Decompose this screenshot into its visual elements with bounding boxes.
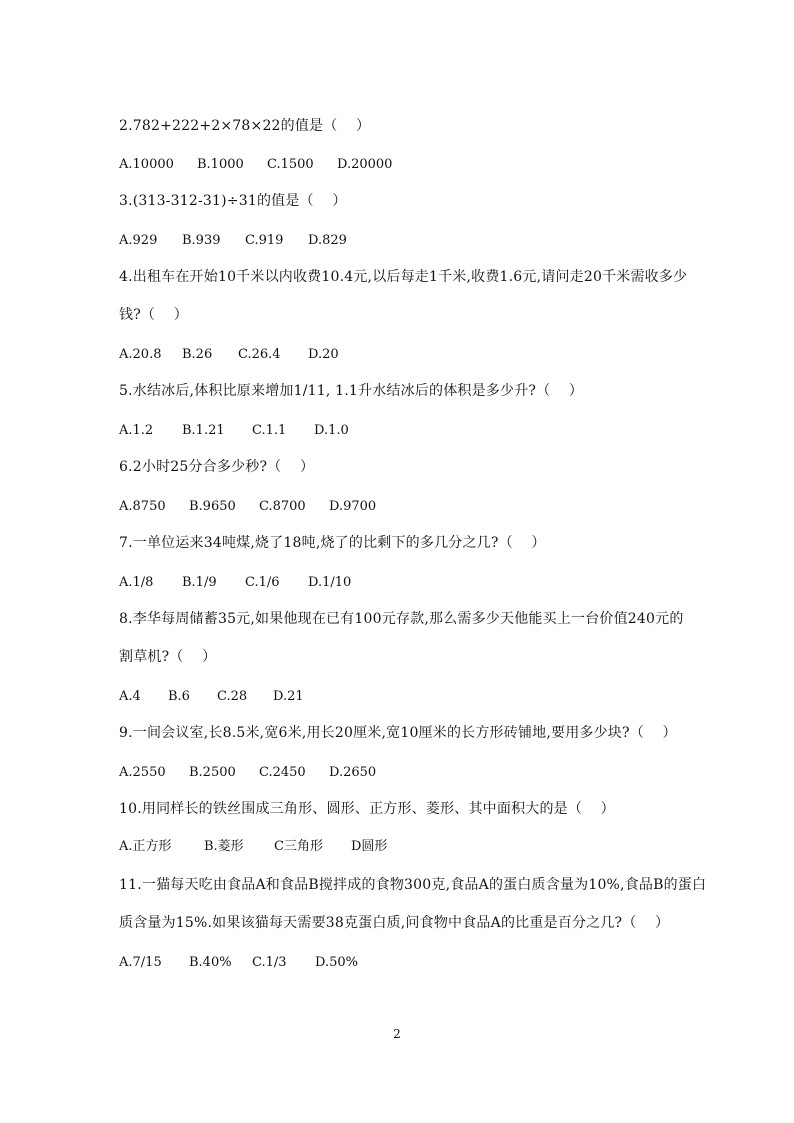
option-b: B.2500 bbox=[189, 765, 236, 780]
option-d: D.20 bbox=[308, 347, 339, 362]
option-a: A.4 bbox=[119, 689, 141, 704]
option-b: B.1.21 bbox=[182, 423, 225, 438]
option-b: B.9650 bbox=[189, 499, 236, 514]
question-7-text: 7.一单位运来34吨煤,烧了18吨,烧了的比剩下的多几分之几?（ ） bbox=[119, 535, 546, 551]
option-a: A.7/15 bbox=[119, 955, 162, 970]
question-2-options bbox=[119, 156, 392, 174]
question-10-text: 10.用同样长的铁丝围成三角形、圆形、正方形、菱形、其中面积大的是（ ） bbox=[119, 801, 615, 817]
option-d: D圆形 bbox=[351, 839, 388, 854]
question-6-options bbox=[119, 498, 376, 516]
option-c: C.26.4 bbox=[238, 347, 281, 362]
question-8-text-line-1: 8.李华每周储蓄35元,如果他现在已有100元存款,那么需多少天他能买上一台价值240元的 bbox=[119, 611, 684, 627]
question-3-options bbox=[119, 232, 347, 250]
option-c: C三角形 bbox=[274, 839, 323, 854]
option-c: C.1.1 bbox=[252, 423, 287, 438]
option-c: C.1500 bbox=[267, 157, 314, 172]
option-d: D.1.0 bbox=[314, 423, 349, 438]
option-a: A.1.2 bbox=[119, 423, 154, 438]
question-9-options bbox=[119, 764, 376, 782]
option-d: D.21 bbox=[273, 689, 304, 704]
question-2-text: 2.782+222+2×78×22的值是（ ） bbox=[119, 118, 371, 134]
option-d: D.829 bbox=[308, 233, 347, 248]
option-b: B.939 bbox=[182, 233, 221, 248]
question-11-text-line-2: 质含量为15%.如果该猫每天需要38克蛋白质,问食物中食品A的比重是百分之几?（ ） bbox=[119, 915, 670, 931]
question-4-text-line-2: 钱?（ ） bbox=[119, 307, 188, 323]
question-5-options bbox=[119, 422, 349, 440]
page-number: 2 bbox=[393, 1027, 401, 1041]
option-b: B.40% bbox=[189, 955, 232, 970]
option-d: D.9700 bbox=[329, 499, 377, 514]
option-a: A.正方形 bbox=[119, 839, 172, 854]
question-3-text: 3.(313-312-31)÷31的值是（ ） bbox=[119, 193, 347, 209]
option-a: A.1/8 bbox=[119, 575, 154, 590]
option-c: C.1/6 bbox=[245, 575, 280, 590]
option-c: C.2450 bbox=[259, 765, 306, 780]
question-11-options bbox=[119, 954, 358, 972]
option-a: A.929 bbox=[119, 233, 158, 248]
question-9-text: 9.一间会议室,长8.5米,宽6米,用长20厘米,宽10厘米的长方形砖铺地,要用多少块?（ ） bbox=[119, 725, 677, 741]
question-10-options bbox=[119, 838, 387, 856]
option-b: B.1000 bbox=[197, 157, 244, 172]
question-8-options bbox=[119, 688, 304, 706]
question-6-text: 6.2小时25分合多少秒?（ ） bbox=[119, 459, 315, 475]
option-a: A.20.8 bbox=[119, 347, 162, 362]
option-c: C.8700 bbox=[259, 499, 306, 514]
question-4-options bbox=[119, 346, 339, 364]
option-b: B.菱形 bbox=[204, 839, 244, 854]
question-7-options bbox=[119, 574, 351, 592]
question-4-text-line-1: 4.出租车在开始10千米以内收费10.4元,以后每走1千米,收费1.6元,请问走20千米需收多少 bbox=[119, 269, 688, 285]
question-5-text: 5.水结冰后,体积比原来增加1/11, 1.1升水结冰后的体积是多少升?（ ） bbox=[119, 383, 584, 399]
option-d: D.50% bbox=[315, 955, 358, 970]
option-d: D.1/10 bbox=[308, 575, 352, 590]
option-b: B.6 bbox=[168, 689, 190, 704]
question-11-text-line-1: 11.一猫每天吃由食品A和食品B搅拌成的食物300克,食品A的蛋白质含量为10%,食品B的蛋白 bbox=[119, 877, 707, 893]
option-b: B.1/9 bbox=[182, 575, 217, 590]
question-8-text-line-2: 割草机?（ ） bbox=[119, 649, 217, 665]
option-a: A.8750 bbox=[119, 499, 166, 514]
option-a: A.10000 bbox=[119, 157, 174, 172]
option-d: D.2650 bbox=[329, 765, 377, 780]
option-d: D.20000 bbox=[337, 157, 393, 172]
option-a: A.2550 bbox=[119, 765, 166, 780]
option-c: C.1/3 bbox=[252, 955, 287, 970]
option-c: C.919 bbox=[245, 233, 284, 248]
option-b: B.26 bbox=[182, 347, 213, 362]
option-c: C.28 bbox=[217, 689, 248, 704]
